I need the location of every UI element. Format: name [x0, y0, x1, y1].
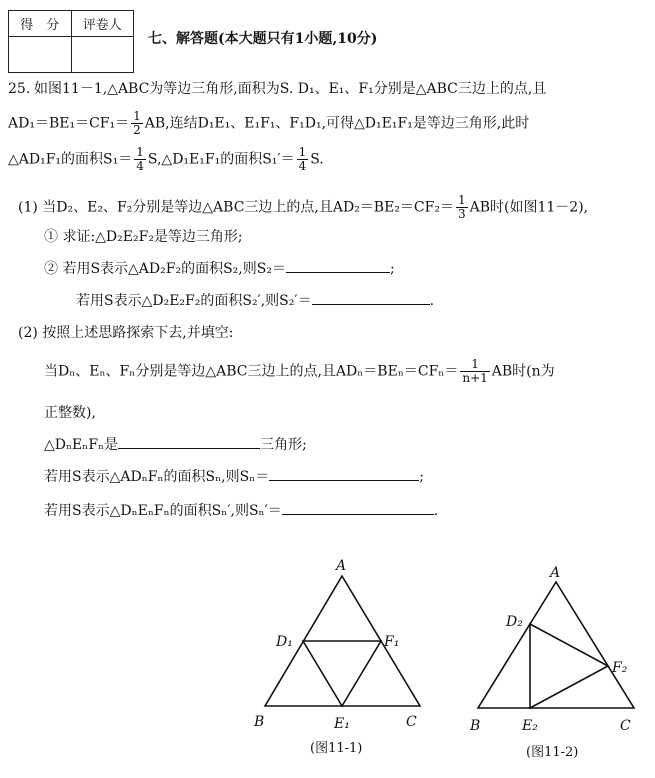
label-d1: D₁ [276, 634, 293, 650]
label-e1: E₁ [334, 716, 350, 732]
triangle-d2e2f2 [530, 624, 608, 708]
score-cell[interactable] [9, 37, 72, 73]
answer-blank-s2[interactable] [286, 258, 390, 273]
part2-blank2: 若用S表示△ADₙFₙ的面积Sₙ,则Sₙ＝ ; [44, 466, 424, 486]
score-table [8, 10, 134, 73]
grader-header: 评卷人 [71, 11, 134, 37]
label-a: A [550, 565, 561, 581]
intro-line-1: 如图11－1,△ABC为等边三角形,面积为S. D₁、E₁、F₁分别是△ABC三边上的点,且 [34, 81, 547, 97]
part2-line-c: 正整数), [44, 405, 96, 421]
caption-fig-11-1: (图11-1) [310, 741, 363, 756]
problem-number: 25. [8, 81, 31, 97]
part1-item2: ② 若用S表示△AD₂F₂的面积S₂,则S₂＝ ; [44, 258, 395, 278]
caption-fig-11-2: (图11-2) [526, 745, 579, 760]
label-b: B [470, 718, 481, 734]
grader-cell[interactable] [71, 37, 134, 73]
label-c: C [406, 714, 417, 730]
intro-line-2: AD₁＝BE₁＝CF₁＝ $\frac{1}{2}$ AB,连结D₁E₁、E₁F₁、F₁D₁,可得△D₁E₁F₁是等边三角形,此时 [8, 109, 530, 137]
part2-line: 当Dₙ、Eₙ、Fₙ分别是等边△ABC三边上的点,且ADₙ＝BEₙ＝CFₙ＝ $\frac{1}{n+1}$ AB时(n为 [44, 357, 555, 385]
triangle-abc [478, 582, 634, 708]
fraction-third: $\frac{1}{3}$ [457, 193, 466, 221]
answer-blank-triangle-type[interactable] [118, 434, 260, 449]
answer-blank-sn[interactable] [269, 466, 419, 481]
label-b: B [254, 714, 265, 730]
intro-line-3: △AD₁F₁的面积S₁＝ $\frac{1}{4}$ S,△D₁E₁F₁的面积S₁′＝ $\frac{1}{4}$ S. [8, 145, 324, 173]
triangle-d1e1f1 [303, 641, 381, 706]
label-e2: E₂ [522, 718, 538, 734]
fraction-n: $\frac{1}{n+1}$ [462, 357, 488, 385]
label-d2: D₂ [506, 614, 523, 630]
label-f2: F₂ [612, 660, 628, 676]
figure-11-1 [250, 556, 435, 756]
label-c: C [620, 718, 631, 734]
answer-blank-sn-prime[interactable] [282, 500, 434, 515]
fraction-quarter: $\frac{1}{4}$ [136, 145, 144, 173]
part2-heading: (2) 按照上述思路探索下去,并填空: [18, 325, 234, 341]
part2-blank1: △DₙEₙFₙ是 三角形; [44, 434, 307, 454]
section-title: 七、解答题(本大题只有1小题,10分) [148, 31, 378, 47]
part1-item3: 若用S表示△D₂E₂F₂的面积S₂′,则S₂′＝ . [76, 290, 434, 310]
part1-line: (1) 当D₂、E₂、F₂分别是等边△ABC三边上的点,且AD₂＝BE₂＝CF₂＝ $\frac{1}{3}$ AB时(如图11－2), [18, 193, 589, 221]
label-a: A [336, 558, 347, 574]
answer-blank-s2-prime[interactable] [312, 290, 430, 305]
part1-item1: ① 求证:△D₂E₂F₂是等边三角形; [44, 229, 243, 245]
figure-11-2 [468, 560, 648, 760]
part2-blank3: 若用S表示△DₙEₙFₙ的面积Sₙ′,则Sₙ′＝ . [44, 500, 438, 520]
fraction-quarter-2: $\frac{1}{4}$ [298, 145, 307, 173]
label-f1: F₁ [384, 634, 400, 650]
fraction-half: $\frac{1}{2}$ [133, 109, 141, 137]
score-header: 得 分 [9, 11, 72, 37]
